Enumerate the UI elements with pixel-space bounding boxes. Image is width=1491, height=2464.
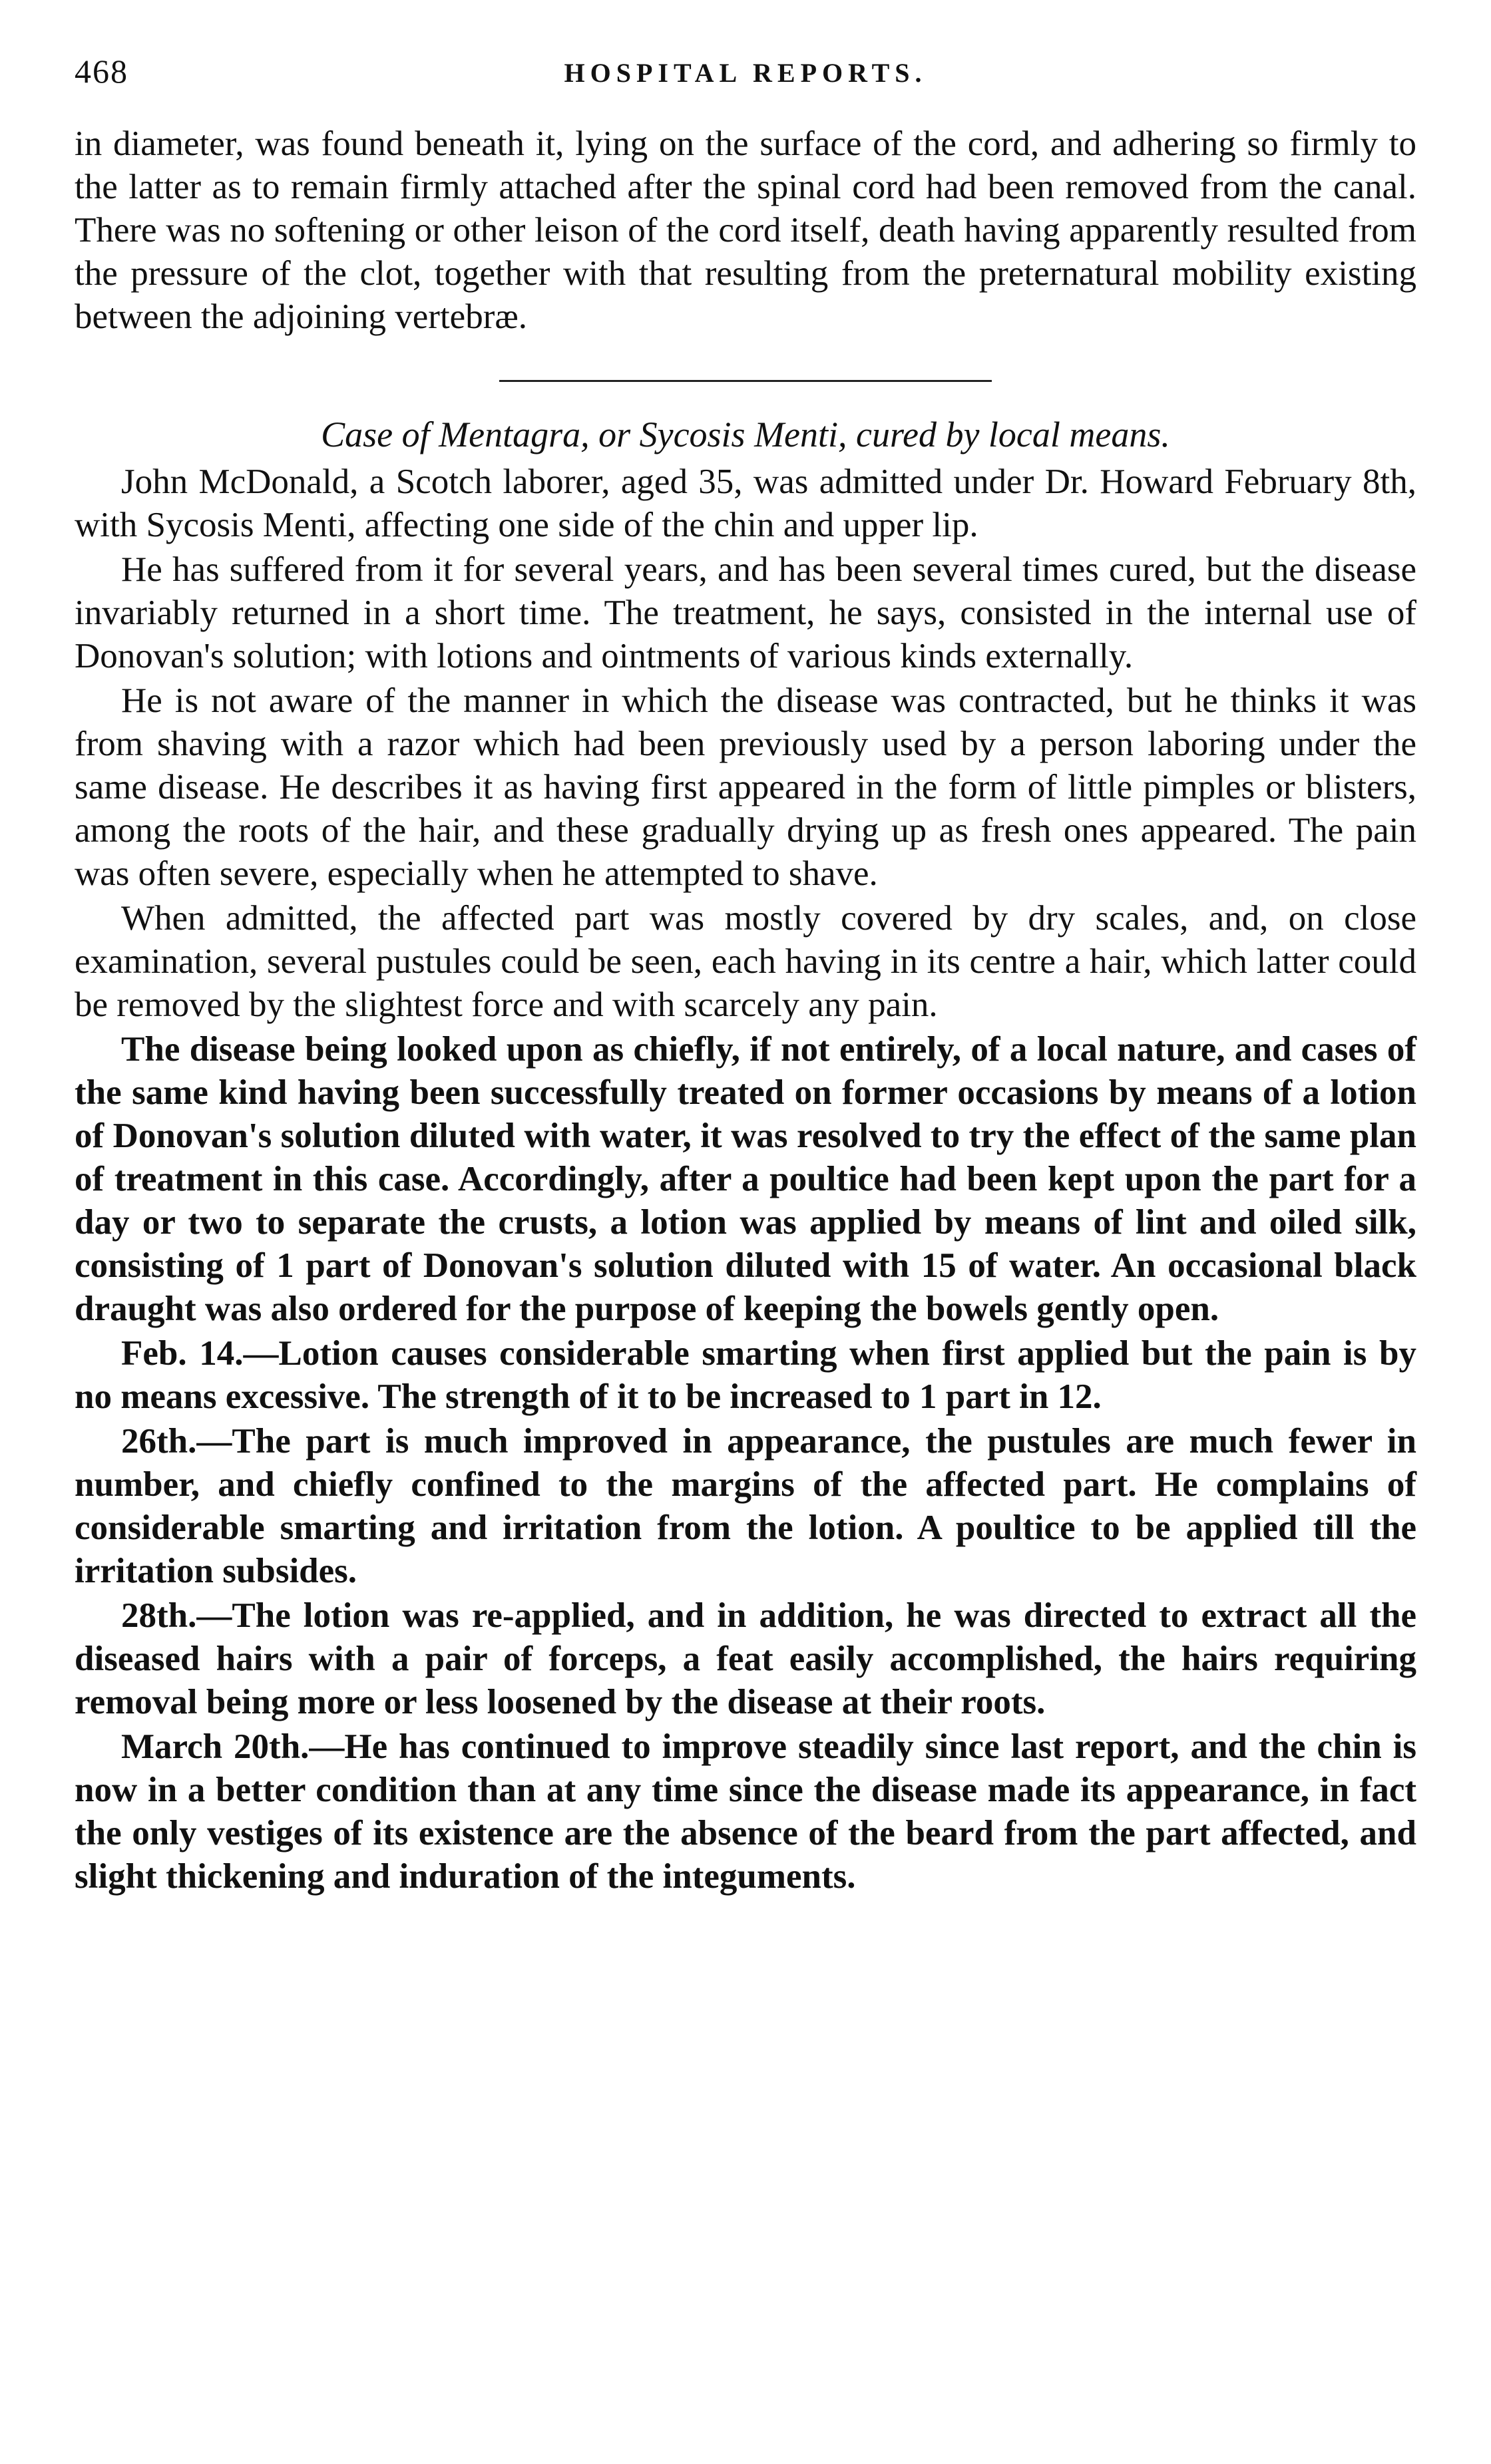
section-divider (499, 380, 992, 382)
case-paragraph-march-20th: March 20th.—He has continued to improve steadily since last report, and the chin is now in a better condition than at any time since the disease made its appearance, in fact the only vestiges of its existence are the absence of the beard from the part affected, and slight thickening and induration of the integuments. (75, 1727, 1416, 1896)
case-paragraph-history: He has suffered from it for several years, and has been several times cured, but the disease invariably returned in a short time. The treatment, he says, consisted in the internal use of Donovan's solution; with lotions and ointments of various kinds externally. (75, 550, 1416, 675)
case-title: Case of Mentagra, or Sycosis Menti, cured by local means. (321, 415, 1170, 454)
case-paragraph-feb-14: Feb. 14.—Lotion causes considerable smarting when first applied but the pain is by no means excessive. The strength of it to be increased to 1 part in 12. (75, 1334, 1416, 1416)
case-paragraph-26th: 26th.—The part is much improved in appearance, the pustules are much fewer in number, and chiefly confined to the margins of the affected part. He complains of considerable smarting and irritation from the lotion. A poultice to be applied till the irritation subsides. (75, 1422, 1416, 1590)
case-paragraph-treatment: The disease being looked upon as chiefly, if not entirely, of a local nature, and cases of the same kind having been successfully treated on former occasions by means of a lotion of Donovan's solution diluted with water, it was resolved to try the effect of the same plan of treatment in this case. Accordingly, after a poultice had been kept upon the part for a day or two to separate the crusts, a lotion was applied by means of lint and oiled silk, consisting of 1 part of Donovan's solution diluted with 15 of water. An occasional black draught was also ordered for the purpose of keeping the bowels gently open. (75, 1030, 1416, 1328)
case-paragraph-condition: When admitted, the affected part was mostly covered by dry scales, and, on close examination, several pustules could be seen, each having in its centre a hair, which latter could be removed by the slightest force and with scarcely any pain. (75, 899, 1416, 1024)
case-paragraph-admission: John McDonald, a Scotch laborer, aged 35, was admitted under Dr. Howard February 8th, with Sycosis Menti, affecting one side of the chin and upper lip. (75, 462, 1416, 544)
page-number: 468 (75, 53, 128, 90)
continuation-paragraph: in diameter, was found beneath it, lying on the surface of the cord, and adhering so firmly to the latter as to remain firmly attached after the spinal cord had been removed from the canal. There was no softening or other leison of the cord itself, death having apparently resulted from the pressure of the clot, together with that resulting from the preternatural mobility existing between the adjoining vertebræ. (75, 124, 1416, 336)
case-paragraph-origin: He is not aware of the manner in which the disease was contracted, but he thinks it was from shaving with a razor which had been previously used by a person laboring under the same disease. He describes it as having first appeared in the form of little pimples or blisters, among the roots of the hair, and these gradually drying up as fresh ones appeared. The pain was often severe, especially when he attempted to shave. (75, 681, 1416, 893)
running-head (75, 48, 1416, 105)
case-paragraph-28th: 28th.—The lotion was re-applied, and in addition, he was directed to extract all the diseased hairs with a pair of forceps, a feat easily accomplished, the hairs requiring removal being more or less loosened by the disease at their roots. (75, 1596, 1416, 1721)
book-page (75, 48, 1416, 1898)
running-title: HOSPITAL REPORTS. (564, 58, 927, 88)
